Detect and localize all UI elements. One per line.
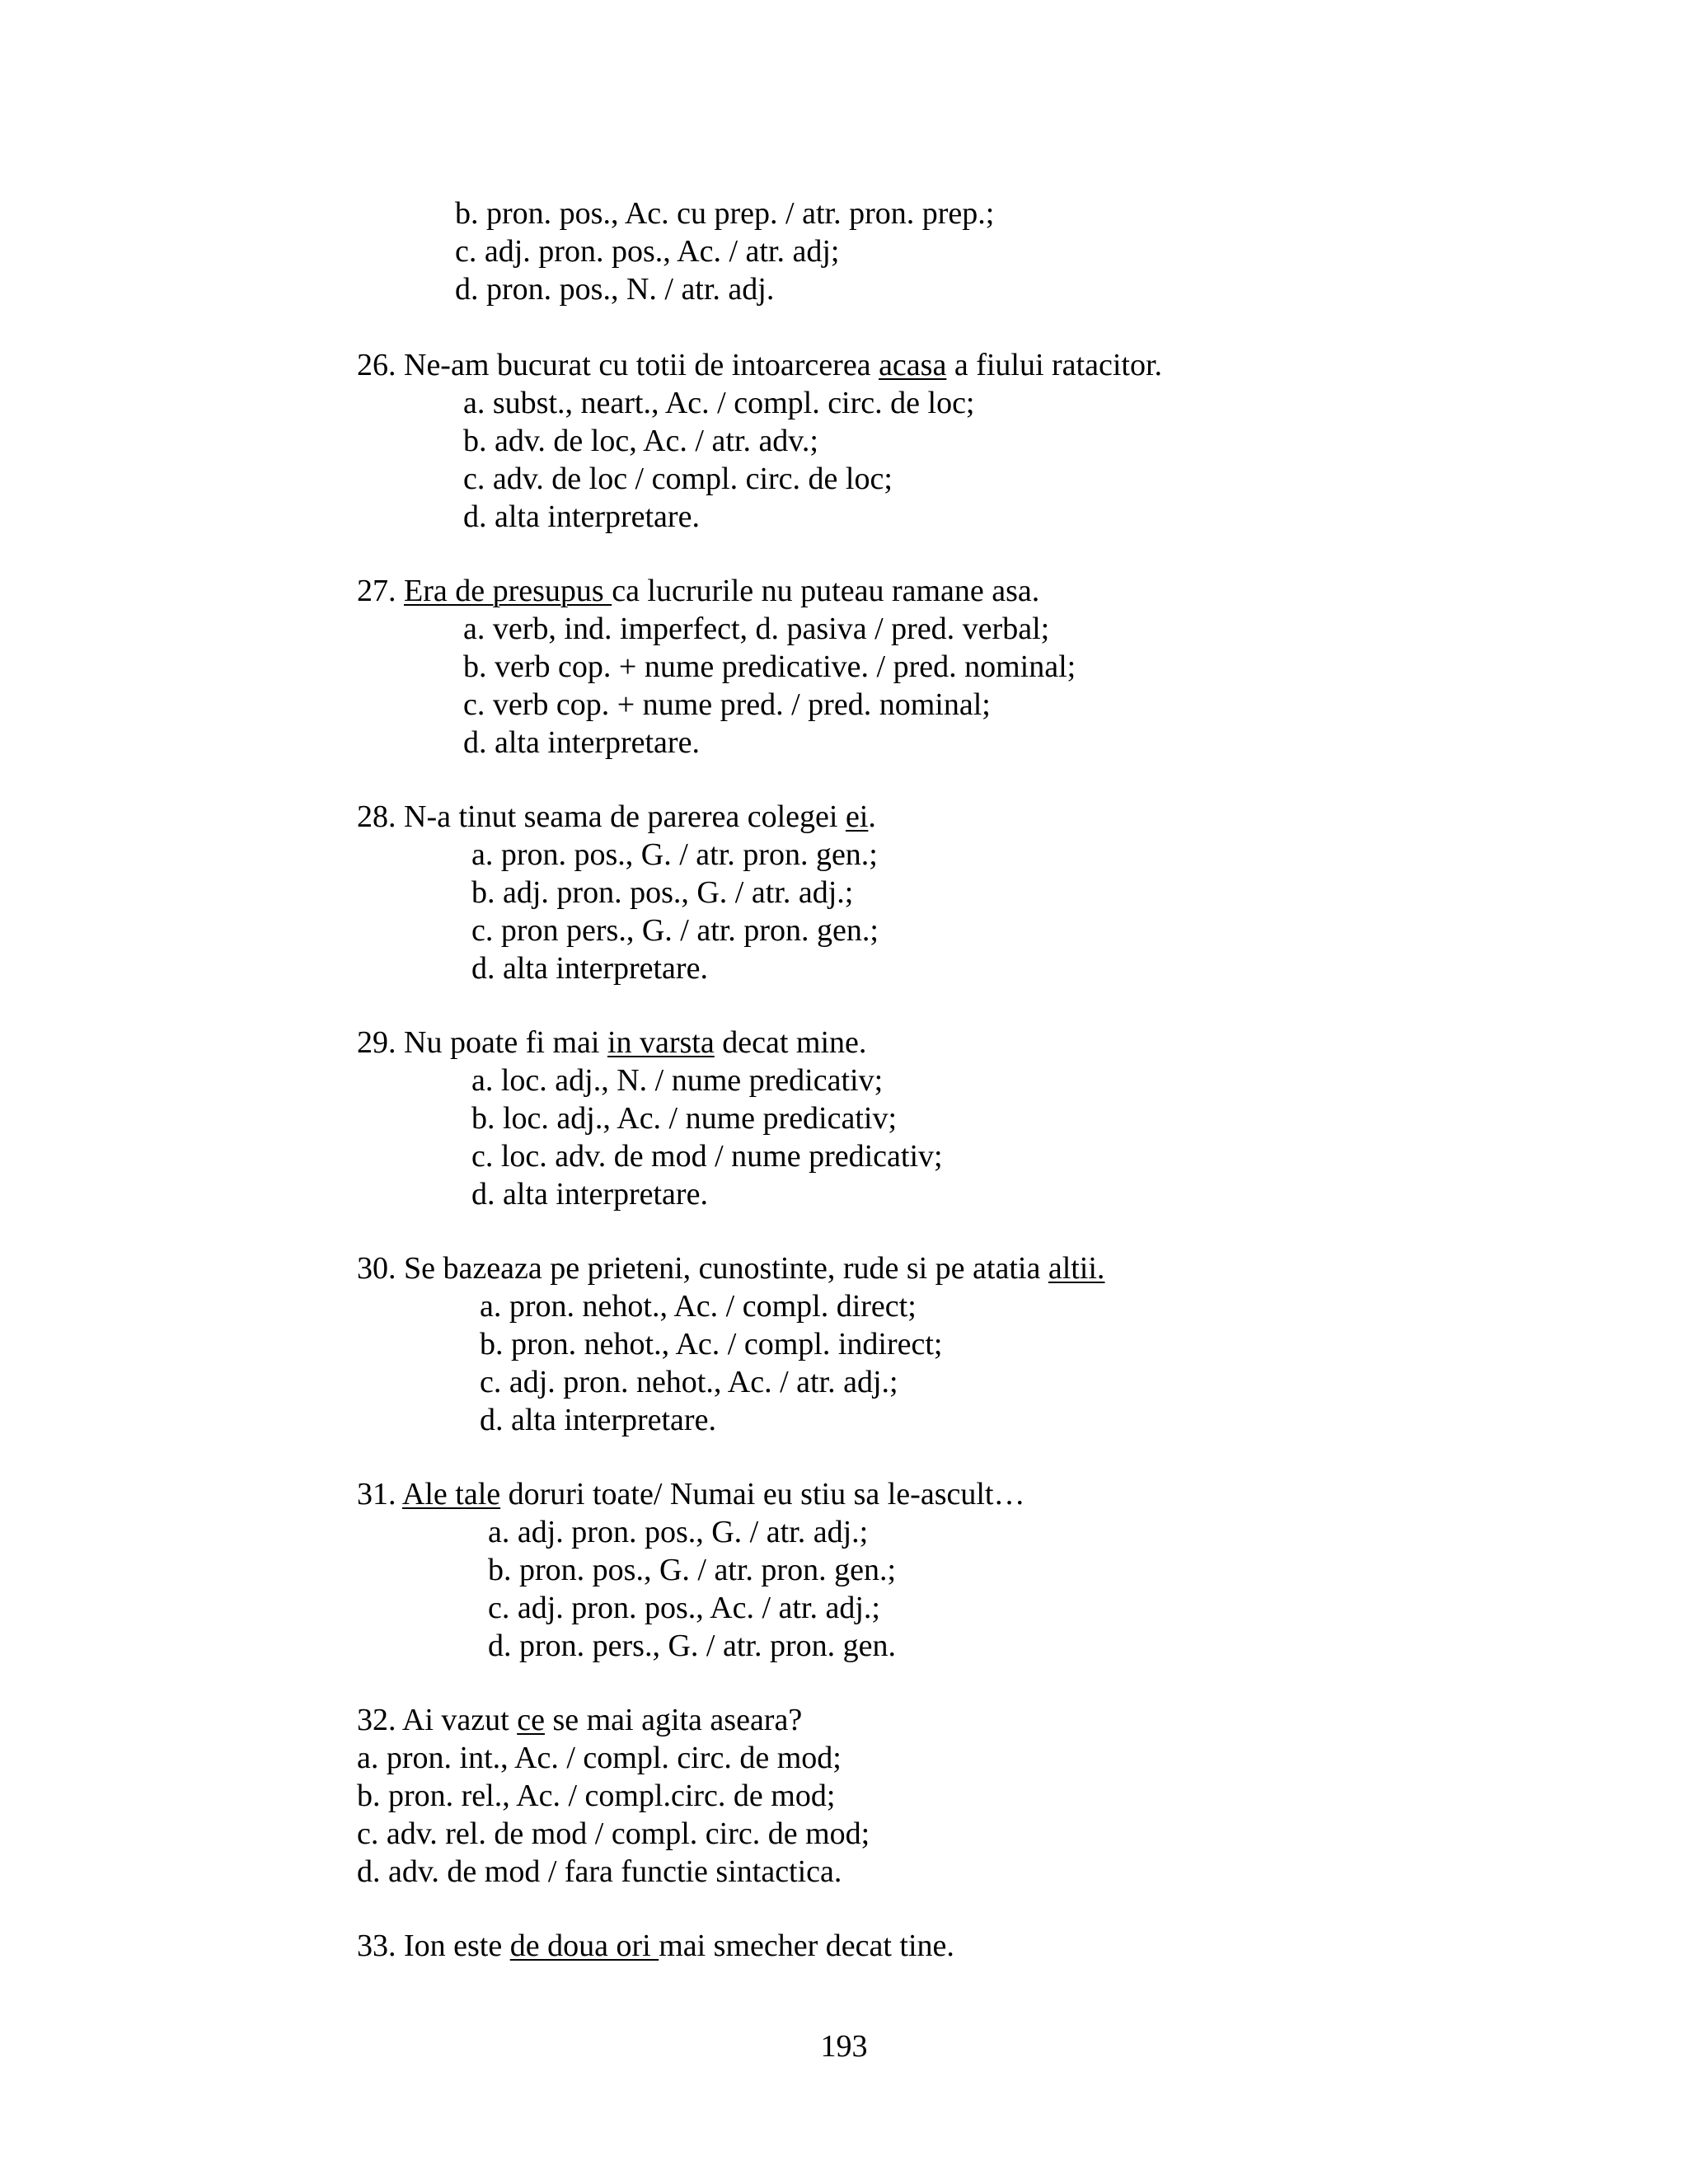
- stem-text: 30. Se bazeaza pe prieteni, cunostinte, rude si pe atatia: [357, 1251, 1048, 1286]
- underlined-term: acasa: [879, 348, 947, 382]
- option-line: b. pron. rel., Ac. / compl.circ. de mod;: [357, 1779, 836, 1813]
- underlined-term: ei: [845, 799, 869, 834]
- option-line: a. subst., neart., Ac. / compl. circ. de loc;: [463, 386, 975, 420]
- option-line: c. loc. adv. de mod / nume predicativ;: [471, 1139, 943, 1174]
- option-line: a. pron. nehot., Ac. / compl. direct;: [480, 1289, 917, 1324]
- question-31-stem: [357, 1475, 1025, 1513]
- question-27-stem: [357, 572, 1039, 610]
- option-line: c. adj. pron. pos., Ac. / atr. adj;: [455, 234, 840, 269]
- stem-text: se mai agita aseara?: [544, 1703, 803, 1737]
- page-number: 193: [820, 2029, 868, 2064]
- underlined-term: Ale tale: [401, 1477, 501, 1511]
- underlined-term: Era de presupus: [404, 574, 612, 608]
- option-line: c. adj. pron. pos., Ac. / atr. adj.;: [488, 1591, 880, 1625]
- stem-text: a fiului ratacitor.: [946, 348, 1163, 382]
- option-line: d. alta interpretare.: [471, 1177, 708, 1212]
- stem-text: 28. N-a tinut seama de parerea colegei: [357, 799, 846, 834]
- question-26-stem: [357, 346, 1162, 384]
- option-line: a. adj. pron. pos., G. / atr. adj.;: [488, 1515, 869, 1549]
- question-30-stem: [357, 1249, 1104, 1287]
- stem-text: 27.: [357, 574, 404, 608]
- option-line: b. pron. pos., Ac. cu prep. / atr. pron. prep.;: [455, 196, 995, 231]
- option-line: d. alta interpretare.: [471, 951, 708, 986]
- underlined-term: altii.: [1048, 1251, 1105, 1286]
- stem-text: mai smecher decat tine.: [659, 1929, 954, 1963]
- option-line: a. verb, ind. imperfect, d. pasiva / pred. verbal;: [463, 612, 1050, 646]
- underlined-term: ce: [517, 1703, 545, 1737]
- stem-text: 29. Nu poate fi mai: [357, 1025, 607, 1060]
- option-line: d. pron. pos., N. / atr. adj.: [455, 272, 775, 307]
- stem-text: decat mine.: [714, 1025, 867, 1060]
- stem-text: 33. Ion este: [357, 1929, 510, 1963]
- option-line: c. adv. de loc / compl. circ. de loc;: [463, 462, 893, 496]
- option-line: d. pron. pers., G. / atr. pron. gen.: [488, 1629, 896, 1663]
- option-line: d. alta interpretare.: [463, 725, 700, 760]
- option-line: a. loc. adj., N. / nume predicativ;: [471, 1063, 884, 1098]
- underlined-term: in varsta: [607, 1025, 715, 1060]
- option-line: c. adv. rel. de mod / compl. circ. de mod;: [357, 1816, 870, 1851]
- option-line: d. alta interpretare.: [463, 499, 700, 534]
- stem-text: .: [868, 799, 876, 834]
- underlined-term: de doua ori: [509, 1929, 659, 1963]
- option-line: d. alta interpretare.: [480, 1403, 716, 1437]
- option-line: a. pron. pos., G. / atr. pron. gen.;: [471, 837, 878, 872]
- option-line: c. pron pers., G. / atr. pron. gen.;: [471, 913, 879, 948]
- question-32-stem: [357, 1701, 802, 1739]
- question-28-stem: [357, 798, 876, 836]
- stem-text: doruri toate/ Numai eu stiu sa le-ascult…: [500, 1477, 1025, 1511]
- option-line: b. verb cop. + nume predicative. / pred. nominal;: [463, 649, 1076, 684]
- stem-text: 31.: [357, 1477, 402, 1511]
- option-line: a. pron. int., Ac. / compl. circ. de mod;: [357, 1741, 842, 1775]
- option-line: b. adj. pron. pos., G. / atr. adj.;: [471, 875, 854, 910]
- option-line: c. adj. pron. nehot., Ac. / atr. adj.;: [480, 1365, 898, 1399]
- option-line: c. verb cop. + nume pred. / pred. nominal;: [463, 687, 991, 722]
- option-line: d. adv. de mod / fara functie sintactica.: [357, 1854, 842, 1889]
- option-line: b. adv. de loc, Ac. / atr. adv.;: [463, 424, 818, 458]
- question-29-stem: [357, 1024, 866, 1062]
- option-line: b. pron. pos., G. / atr. pron. gen.;: [488, 1553, 897, 1587]
- option-line: b. pron. nehot., Ac. / compl. indirect;: [480, 1327, 943, 1361]
- stem-text: ca lucrurile nu puteau ramane asa.: [612, 574, 1040, 608]
- stem-text: 32. Ai vazut: [357, 1703, 518, 1737]
- option-line: b. loc. adj., Ac. / nume predicativ;: [471, 1101, 898, 1136]
- stem-text: 26. Ne-am bucurat cu totii de intoarcerea: [357, 348, 879, 382]
- question-33-stem: [357, 1927, 954, 1965]
